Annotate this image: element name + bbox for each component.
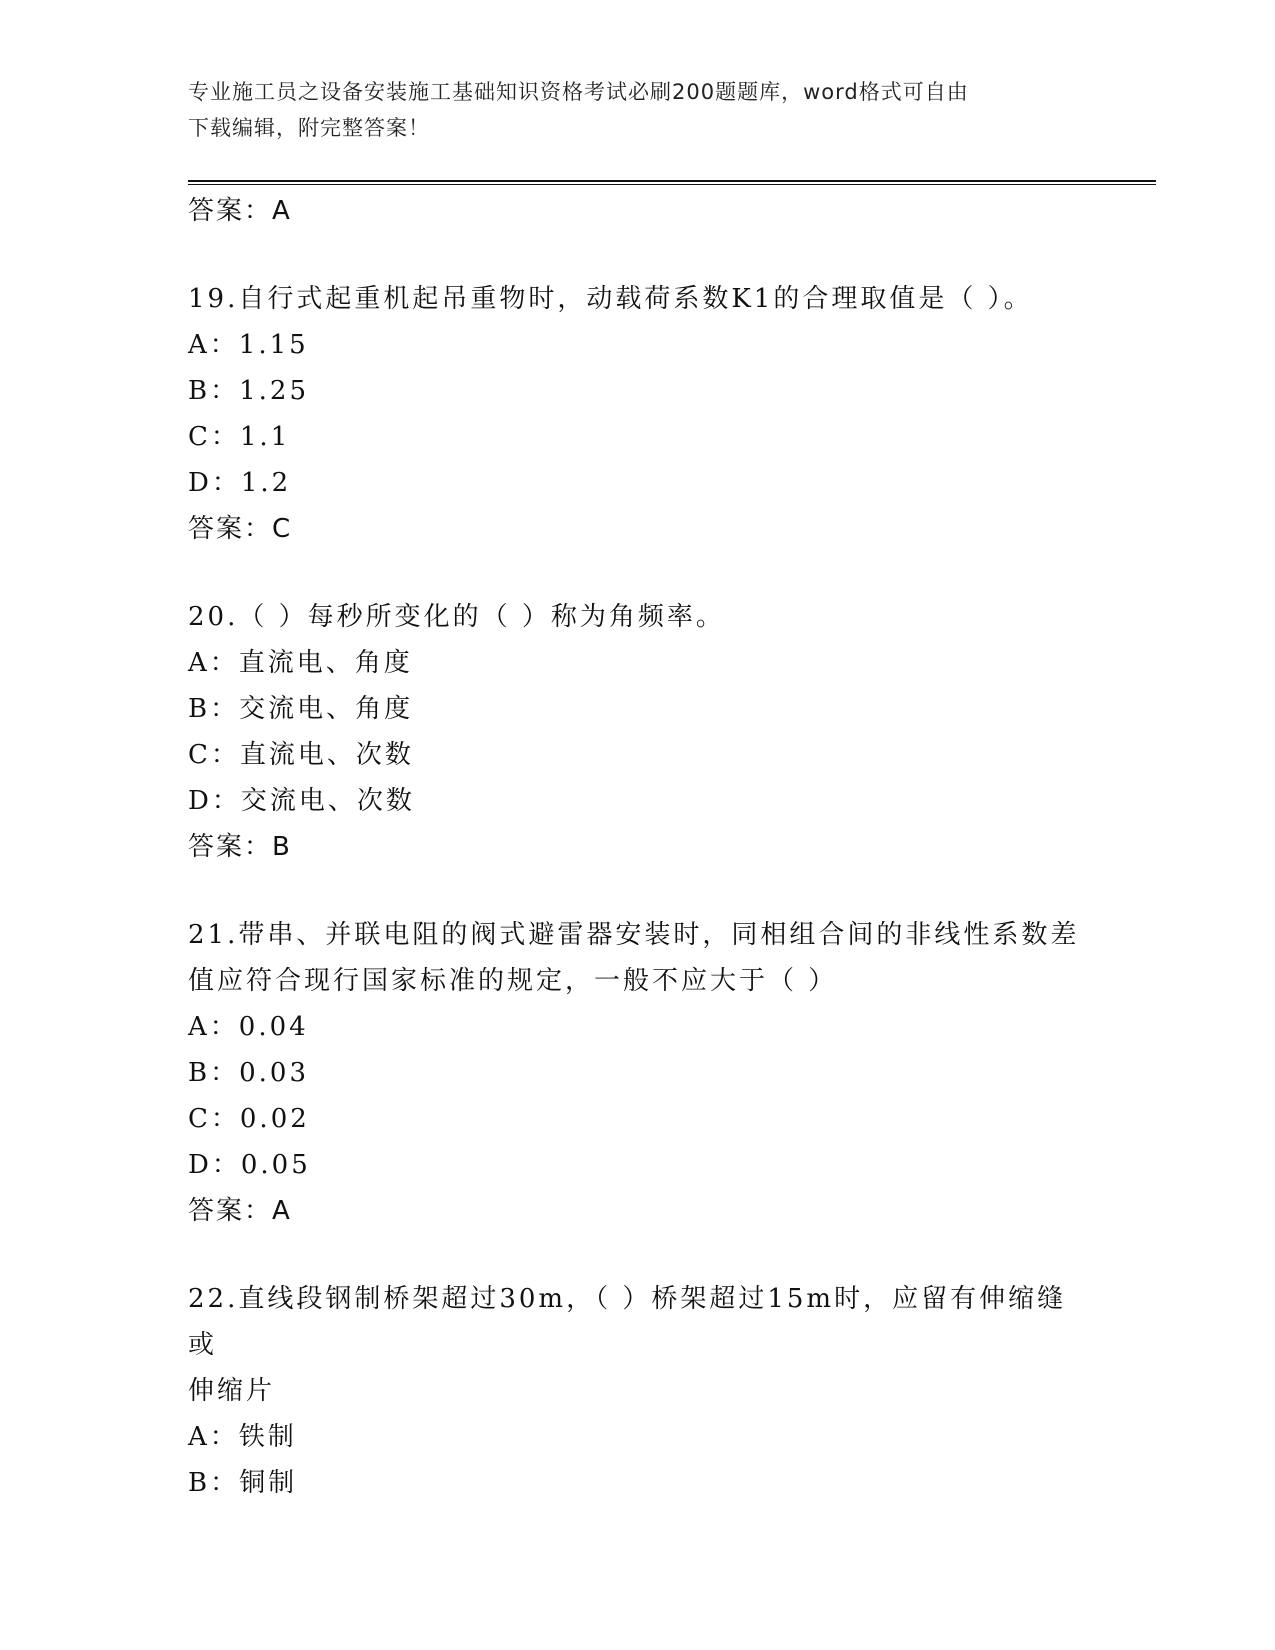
option-b: B：铜制 [188, 1468, 298, 1498]
question-block-19 [188, 276, 1088, 552]
answer-line: 答案：C [188, 514, 293, 544]
option-c: C：1.1 [188, 422, 291, 452]
question-block-22 [188, 1276, 1088, 1506]
header-divider-thin [188, 184, 1156, 185]
document-header [188, 74, 1068, 146]
question-text: 20.（ ）每秒所变化的（ ）称为角频率。 [188, 602, 725, 632]
question-block-21 [188, 912, 1088, 1234]
header-line-1: 专业施工员之设备安装施工基础知识资格考试必刷200题题库，word格式可自由 [188, 80, 969, 104]
option-a: A：铁制 [188, 1422, 297, 1452]
option-b: B：0.03 [188, 1058, 309, 1088]
header-line-2: 下载编辑，附完整答案！ [188, 116, 430, 140]
option-b: B：1.25 [188, 376, 309, 406]
question-text-line-2: 值应符合现行国家标准的规定，一般不应大于（ ） [188, 966, 838, 996]
option-d: D：1.2 [188, 468, 292, 498]
answer-line: 答案：A [188, 1196, 292, 1226]
option-c: C：直流电、次数 [188, 740, 414, 770]
question-list [188, 188, 1088, 1506]
option-a: A：1.15 [188, 330, 309, 360]
answer-line: 答案：A [188, 196, 292, 226]
option-d: D：0.05 [188, 1150, 311, 1180]
question-text-line-1: 21.带串、并联电阻的阀式避雷器安装时，同相组合间的非线性系数差 [188, 920, 1080, 950]
option-a: A：0.04 [188, 1012, 309, 1042]
question-block-20 [188, 594, 1088, 870]
option-a: A：直流电、角度 [188, 648, 413, 678]
answer-line: 答案：B [188, 832, 292, 862]
question-text: 19.自行式起重机起吊重物时，动载荷系数K1的合理取值是（ ）。 [188, 284, 1033, 314]
header-divider [188, 180, 1156, 182]
option-c: C：0.02 [188, 1104, 310, 1134]
question-text-line-2: 伸缩片 [188, 1376, 276, 1406]
option-d: D：交流电、次数 [188, 786, 415, 816]
question-text-line-1: 22.直线段钢制桥架超过30m，（ ）桥架超过15m时，应留有伸缩缝或 [188, 1284, 1067, 1360]
option-b: B：交流电、角度 [188, 694, 414, 724]
